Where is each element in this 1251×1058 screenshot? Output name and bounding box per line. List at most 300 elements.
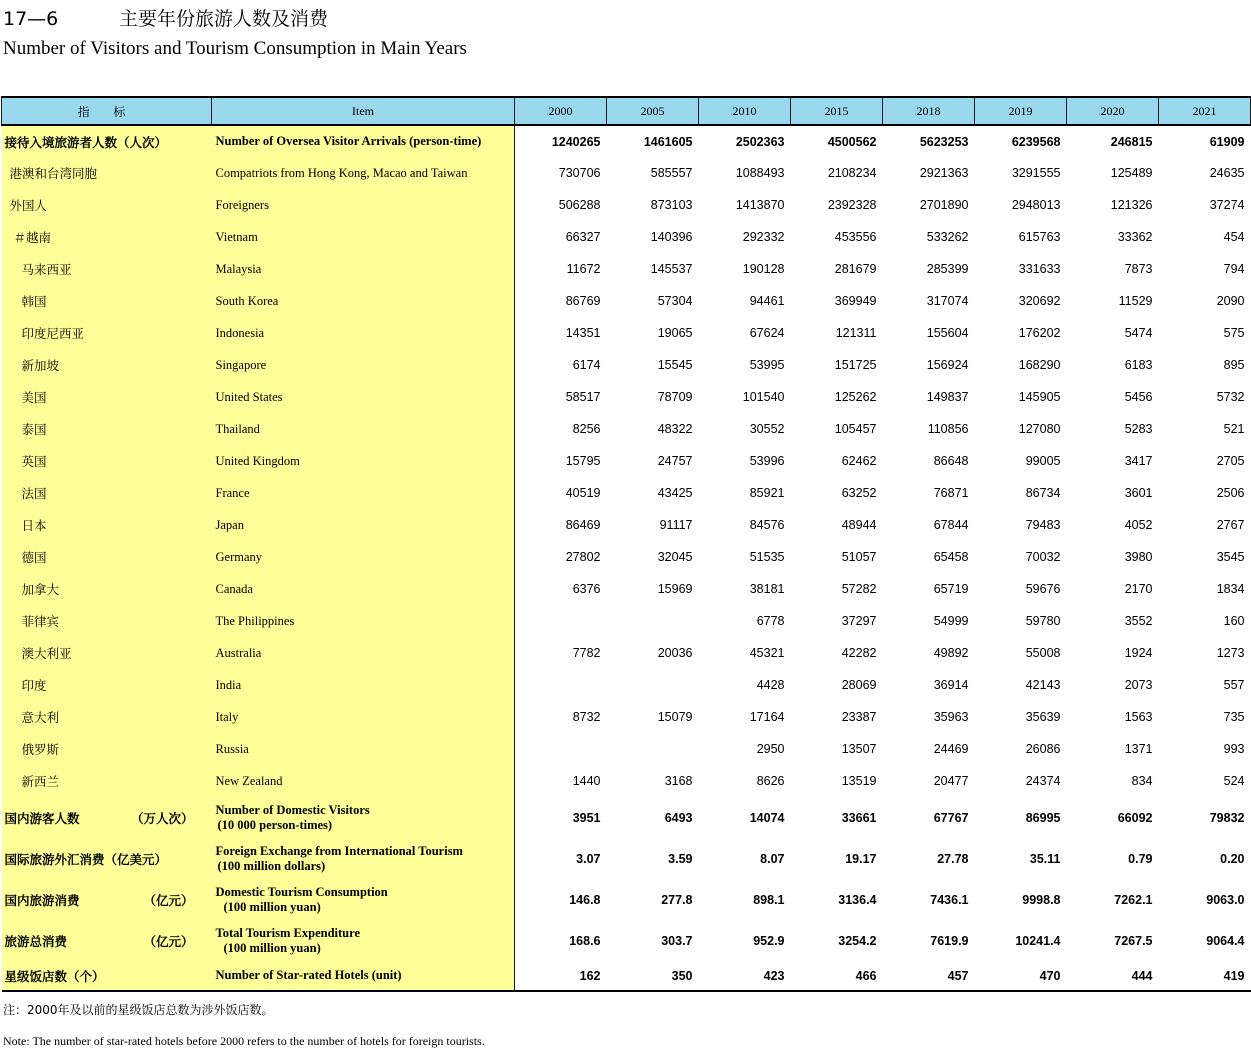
item-label: Number of Domestic Visitors	[215, 802, 370, 817]
cell-value-2010: 101540	[742, 390, 785, 404]
cell-value-2019: 470	[975, 961, 1067, 991]
header-year-2021: 2021	[1159, 97, 1251, 125]
indicator-label: 新西兰	[21, 774, 60, 789]
cell-value-2005: 277.8	[661, 892, 693, 907]
cell-value-2005: 15969	[657, 582, 693, 596]
cell-value-2020: 5474	[1124, 326, 1153, 340]
item-label: Foreign Exchange from International Tourism	[215, 843, 463, 858]
cell-value-2005: 24757	[657, 454, 693, 468]
row-indicator-cn	[2, 445, 212, 477]
cell-value-2000: 27802	[565, 550, 601, 564]
table-row	[2, 189, 1251, 221]
row-item-en	[212, 669, 515, 701]
indicator-label: 国际旅游外汇消费（亿美元）	[4, 851, 168, 867]
row-item-en	[212, 157, 515, 189]
cell-value-2018: 24469	[933, 742, 969, 756]
table-row	[2, 157, 1251, 189]
table-row	[2, 221, 1251, 253]
cell-value-2010: 190128	[742, 262, 785, 276]
cell-value-2015: 2108234	[827, 166, 877, 180]
cell-value-2010: 38181	[749, 582, 785, 596]
cell-value-2020: 3417	[1124, 454, 1153, 468]
item-unit: (100 million dollars)	[217, 858, 326, 873]
cell-value-2021: 2767	[1216, 518, 1245, 532]
cell-value-2015: 3136.4	[838, 892, 877, 907]
row-indicator-cn	[2, 509, 212, 541]
item-label: United Kingdom	[215, 453, 300, 468]
row-item-en	[212, 509, 515, 541]
cell-value-2019: 2948013	[1011, 198, 1061, 212]
cell-value-2015: 121311	[835, 326, 877, 340]
indicator-label: 印度尼西亚	[21, 326, 85, 341]
cell-value-2020: 3552	[1124, 614, 1153, 628]
cell-value-2015: 13519	[841, 774, 877, 788]
table-row	[2, 381, 1251, 413]
cell-value-2000: 730706	[558, 166, 601, 180]
row-indicator-cn	[2, 221, 212, 253]
item-label: United States	[215, 389, 283, 404]
table-row	[2, 573, 1251, 605]
row-item-en	[212, 797, 515, 838]
cell-value-2000: 1240265	[551, 134, 601, 149]
cell-value-2000: 8732	[572, 710, 601, 724]
cell-value-2005: 43425	[657, 486, 693, 500]
indicator-label: 美国	[21, 390, 47, 405]
table-row	[2, 285, 1251, 317]
cell-value-2000: 14351	[565, 326, 601, 340]
indicator-label: 英国	[21, 454, 47, 469]
cell-value-2018: 27.78	[937, 851, 969, 866]
indicator-label: 德国	[21, 550, 47, 565]
cell-value-2021: 2705	[1216, 454, 1245, 468]
footnote-cn: 注：2000年及以前的星级饭店总数为涉外饭店数。	[3, 1003, 274, 1017]
item-unit: (100 million yuan)	[223, 940, 321, 955]
cell-value-2019: 86734	[1025, 486, 1061, 500]
row-item-en	[212, 221, 515, 253]
table-row	[2, 477, 1251, 509]
cell-value-2005: 15545	[657, 358, 693, 372]
cell-value-2021: 1273	[1216, 646, 1245, 660]
indicator-label: 加拿大	[21, 582, 60, 597]
header-indicator: 指 标	[2, 97, 212, 125]
cell-value-2018: 2921363	[919, 166, 969, 180]
row-item-en	[212, 838, 515, 879]
cell-value-2000: 6376	[572, 582, 601, 596]
cell-value-2010: 94461	[749, 294, 785, 308]
table-row	[2, 838, 1251, 879]
cell-value-2019: 127080	[1018, 422, 1061, 436]
table-row	[2, 541, 1251, 573]
cell-value-2015: 466	[791, 961, 883, 991]
item-label: Canada	[215, 581, 253, 596]
cell-value-2010: 14074	[749, 810, 785, 825]
cell-value-2020: 4052	[1124, 518, 1153, 532]
indicator-label: 马来西亚	[21, 262, 72, 277]
cell-value-2020: 6183	[1124, 358, 1153, 372]
item-label: France	[215, 485, 250, 500]
cell-value-2021: 521	[1223, 422, 1245, 436]
row-item-en	[212, 879, 515, 920]
cell-value-2018: 2701890	[919, 198, 969, 212]
row-item-en	[212, 961, 515, 991]
cell-value-2010: 8.07	[760, 851, 785, 866]
cell-value-2005: 145537	[650, 262, 693, 276]
row-indicator-cn	[2, 125, 212, 157]
cell-value-2010: 8626	[756, 774, 785, 788]
page-title-en: Number of Visitors and Tourism Consumption in Main Years	[3, 38, 467, 59]
cell-value-2000: 506288	[558, 198, 601, 212]
cell-value-2015: 28069	[841, 678, 877, 692]
cell-value-2019: 35639	[1025, 710, 1061, 724]
table-row	[2, 797, 1251, 838]
row-indicator-cn	[2, 189, 212, 221]
indicator-label: 法国	[21, 486, 47, 501]
indicator-label: 俄罗斯	[21, 742, 60, 757]
item-label: Number of Oversea Visitor Arrivals (person-time)	[215, 134, 482, 148]
indicator-label: 意大利	[21, 710, 60, 725]
cell-value-2019: 9998.8	[1022, 892, 1061, 907]
cell-value-2018: 86648	[933, 454, 969, 468]
cell-value-2018: 149837	[926, 390, 969, 404]
cell-value-2005: 57304	[657, 294, 693, 308]
cell-value-2015: 19.17	[845, 851, 877, 866]
table-row	[2, 733, 1251, 765]
cell-value-2000	[515, 669, 607, 701]
cell-value-2000	[515, 733, 607, 765]
cell-value-2019: 6239568	[1011, 134, 1061, 149]
cell-value-2019: 79483	[1025, 518, 1061, 532]
cell-value-2019: 615763	[1018, 230, 1061, 244]
header-year-2020: 2020	[1067, 97, 1159, 125]
cell-value-2010: 30552	[749, 422, 785, 436]
table-row	[2, 125, 1251, 157]
cell-value-2005: 140396	[650, 230, 693, 244]
cell-value-2015: 42282	[841, 646, 877, 660]
row-indicator-cn	[2, 605, 212, 637]
cell-value-2020: 7873	[1124, 262, 1153, 276]
row-item-en	[212, 637, 515, 669]
cell-value-2021: 24635	[1209, 166, 1245, 180]
cell-value-2019: 3291555	[1011, 166, 1061, 180]
cell-value-2021: 524	[1223, 774, 1245, 788]
row-indicator-cn	[2, 573, 212, 605]
cell-value-2010: 6778	[756, 614, 785, 628]
cell-value-2000: 3.07	[576, 851, 601, 866]
cell-value-2018: 5623253	[919, 134, 969, 149]
item-label: Malaysia	[215, 261, 262, 276]
cell-value-2019: 55008	[1025, 646, 1061, 660]
row-item-en	[212, 253, 515, 285]
cell-value-2021: 79832	[1209, 810, 1245, 825]
table-row	[2, 765, 1251, 797]
item-label: Total Tourism Expenditure	[215, 925, 360, 940]
page-title-cn: 主要年份旅游人数及消费	[119, 8, 329, 30]
cell-value-2021: 557	[1223, 678, 1245, 692]
cell-value-2005	[607, 733, 699, 765]
cell-value-2015: 151725	[834, 358, 877, 372]
cell-value-2010: 53996	[749, 454, 785, 468]
cell-value-2010: 1413870	[735, 198, 785, 212]
table-row	[2, 637, 1251, 669]
cell-value-2010: 45321	[749, 646, 785, 660]
cell-value-2018: 76871	[933, 486, 969, 500]
item-label: Japan	[215, 517, 244, 532]
cell-value-2018: 49892	[933, 646, 969, 660]
indicator-unit: （亿元）	[143, 892, 194, 908]
footnote-en: Note: The number of star-rated hotels before 2000 refers to the number of hotels for foreign tourists.	[3, 1034, 485, 1048]
cell-value-2010: 67624	[749, 326, 785, 340]
row-item-en	[212, 349, 515, 381]
cell-value-2019: 59676	[1025, 582, 1061, 596]
indicator-unit: （亿元）	[143, 933, 194, 949]
header-row	[2, 97, 1251, 125]
cell-value-2015: 105457	[834, 422, 877, 436]
cell-value-2000: 6174	[572, 358, 601, 372]
cell-value-2005: 32045	[657, 550, 693, 564]
cell-value-2020: 1563	[1124, 710, 1153, 724]
indicator-label: 泰国	[21, 422, 47, 437]
indicator-label: 接待入境旅游者人数（人次）	[4, 134, 168, 150]
cell-value-2015: 23387	[841, 710, 877, 724]
cell-value-2015: 125262	[834, 390, 877, 404]
table-row	[2, 349, 1251, 381]
header-year-2005: 2005	[607, 97, 699, 125]
cell-value-2000: 1440	[572, 774, 601, 788]
cell-value-2019: 59780	[1025, 614, 1061, 628]
cell-value-2005: 873103	[650, 198, 693, 212]
cell-value-2021: 3545	[1216, 550, 1245, 564]
row-item-en	[212, 445, 515, 477]
item-label: Singapore	[215, 357, 267, 372]
table-number-and-title-cn	[3, 4, 328, 32]
item-label: Domestic Tourism Consumption	[215, 884, 388, 899]
row-item-en	[212, 477, 515, 509]
cell-value-2015: 62462	[841, 454, 877, 468]
cell-value-2018: 7436.1	[930, 892, 969, 907]
cell-value-2010: 51535	[749, 550, 785, 564]
cell-value-2010: 2502363	[735, 134, 785, 149]
cell-value-2015: 33661	[841, 810, 877, 825]
cell-value-2019: 168290	[1018, 358, 1061, 372]
row-indicator-cn	[2, 381, 212, 413]
cell-value-2020: 2073	[1124, 678, 1153, 692]
cell-value-2018: 67844	[933, 518, 969, 532]
cell-value-2010: 4428	[756, 678, 785, 692]
cell-value-2010: 423	[699, 961, 791, 991]
cell-value-2015: 13507	[841, 742, 877, 756]
indicator-label: 印度	[21, 678, 47, 693]
cell-value-2020: 0.79	[1128, 851, 1153, 866]
indicator-label: 国内旅游消费	[4, 892, 80, 908]
cell-value-2000: 168.6	[569, 933, 601, 948]
cell-value-2005	[607, 605, 699, 637]
cell-value-2005: 1461605	[643, 134, 693, 149]
cell-value-2010: 2950	[756, 742, 785, 756]
cell-value-2015: 2392328	[827, 198, 877, 212]
indicator-label: 星级饭店数（个）	[4, 968, 105, 984]
cell-value-2020: 3601	[1124, 486, 1153, 500]
row-indicator-cn	[2, 961, 212, 991]
cell-value-2021: 794	[1223, 262, 1245, 276]
cell-value-2021: 61909	[1209, 134, 1245, 149]
row-indicator-cn	[2, 838, 212, 879]
table-row	[2, 605, 1251, 637]
table-row	[2, 413, 1251, 445]
cell-value-2000: 3951	[572, 810, 601, 825]
cell-value-2005	[607, 669, 699, 701]
cell-value-2010: 84576	[749, 518, 785, 532]
cell-value-2010: 85921	[749, 486, 785, 500]
header-year-2019: 2019	[975, 97, 1067, 125]
indicator-label: 新加坡	[21, 358, 60, 373]
cell-value-2010: 898.1	[753, 892, 785, 907]
cell-value-2019: 10241.4	[1015, 933, 1061, 948]
item-label: Italy	[215, 709, 239, 724]
cell-value-2019: 99005	[1025, 454, 1061, 468]
row-item-en	[212, 381, 515, 413]
table-row	[2, 445, 1251, 477]
header-item: Item	[212, 97, 515, 125]
cell-value-2015: 369949	[834, 294, 877, 308]
cell-value-2018: 67767	[933, 810, 969, 825]
cell-value-2021: 419	[1159, 961, 1251, 991]
cell-value-2010: 292332	[742, 230, 785, 244]
cell-value-2018: 65719	[933, 582, 969, 596]
row-item-en	[212, 701, 515, 733]
row-indicator-cn	[2, 349, 212, 381]
cell-value-2021: 454	[1223, 230, 1245, 244]
cell-value-2020: 834	[1131, 774, 1153, 788]
table-row	[2, 920, 1251, 961]
cell-value-2000: 146.8	[569, 892, 601, 907]
cell-value-2019: 42143	[1025, 678, 1061, 692]
cell-value-2019: 86995	[1025, 810, 1061, 825]
cell-value-2019: 320692	[1018, 294, 1061, 308]
row-item-en	[212, 920, 515, 961]
table-row	[2, 253, 1251, 285]
cell-value-2018: 533262	[926, 230, 969, 244]
cell-value-2021: 993	[1223, 742, 1245, 756]
indicator-label: ＃越南	[13, 230, 52, 245]
row-indicator-cn	[2, 317, 212, 349]
cell-value-2018: 20477	[933, 774, 969, 788]
cell-value-2018: 156924	[926, 358, 969, 372]
row-indicator-cn	[2, 920, 212, 961]
row-indicator-cn	[2, 477, 212, 509]
cell-value-2000: 40519	[565, 486, 601, 500]
header-year-2018: 2018	[883, 97, 975, 125]
row-item-en	[212, 189, 515, 221]
indicator-label: 韩国	[21, 294, 47, 309]
cell-value-2021: 895	[1223, 358, 1245, 372]
cell-value-2015: 281679	[834, 262, 877, 276]
item-label: New Zealand	[215, 773, 283, 788]
item-label: South Korea	[215, 293, 279, 308]
cell-value-2010: 53995	[749, 358, 785, 372]
cell-value-2018: 317074	[926, 294, 969, 308]
cell-value-2020: 444	[1067, 961, 1159, 991]
cell-value-2005: 15079	[657, 710, 693, 724]
cell-value-2005: 6493	[664, 810, 693, 825]
cell-value-2010: 17164	[749, 710, 785, 724]
item-label: Foreigners	[215, 197, 269, 212]
table-body	[2, 125, 1251, 991]
item-label: The Philippines	[215, 613, 295, 628]
row-item-en	[212, 733, 515, 765]
indicator-label: 日本	[21, 518, 47, 533]
cell-value-2021: 0.20	[1220, 851, 1245, 866]
cell-value-2021: 9063.0	[1206, 892, 1245, 907]
cell-value-2000: 15795	[565, 454, 601, 468]
indicator-label: 澳大利亚	[21, 646, 72, 661]
cell-value-2018: 110856	[927, 422, 969, 436]
cell-value-2018: 457	[883, 961, 975, 991]
indicator-label: 港澳和台湾同胞	[9, 166, 98, 181]
item-label: Vietnam	[215, 229, 258, 244]
cell-value-2019: 145905	[1018, 390, 1061, 404]
cell-value-2020: 125489	[1110, 166, 1153, 180]
table-row	[2, 879, 1251, 920]
cell-value-2000: 86769	[565, 294, 601, 308]
cell-value-2015: 3254.2	[838, 933, 877, 948]
row-item-en	[212, 317, 515, 349]
cell-value-2000: 11672	[566, 262, 601, 276]
cell-value-2000	[515, 605, 607, 637]
cell-value-2021: 2506	[1216, 486, 1245, 500]
table-row	[2, 701, 1251, 733]
cell-value-2005: 19065	[657, 326, 693, 340]
row-indicator-cn	[2, 541, 212, 573]
cell-value-2015: 63252	[841, 486, 877, 500]
header-year-2015: 2015	[791, 97, 883, 125]
row-indicator-cn	[2, 637, 212, 669]
row-indicator-cn	[2, 765, 212, 797]
item-label: Thailand	[215, 421, 260, 436]
cell-value-2015: 57282	[841, 582, 877, 596]
cell-value-2021: 735	[1223, 710, 1245, 724]
row-indicator-cn	[2, 413, 212, 445]
cell-value-2015: 51057	[841, 550, 877, 564]
cell-value-2021: 37274	[1209, 198, 1245, 212]
cell-value-2021: 160	[1223, 614, 1245, 628]
table-number: 17—6	[3, 8, 59, 30]
cell-value-2005: 3168	[664, 774, 693, 788]
cell-value-2018: 35963	[933, 710, 969, 724]
cell-value-2019: 70032	[1025, 550, 1061, 564]
indicator-unit: （万人次）	[130, 810, 194, 826]
cell-value-2020: 5283	[1124, 422, 1153, 436]
header-year-2010: 2010	[699, 97, 791, 125]
cell-value-2005: 20036	[657, 646, 693, 660]
cell-value-2019: 35.11	[1029, 851, 1061, 866]
table-row	[2, 669, 1251, 701]
cell-value-2020: 2170	[1124, 582, 1153, 596]
item-unit: (10 000 person-times)	[217, 817, 333, 832]
cell-value-2019: 26086	[1025, 742, 1061, 756]
row-indicator-cn	[2, 285, 212, 317]
cell-value-2018: 54999	[933, 614, 969, 628]
cell-value-2020: 66092	[1117, 810, 1153, 825]
tourism-statistics-table	[1, 96, 1251, 992]
indicator-label: 国内游客人数	[4, 810, 80, 826]
row-item-en	[212, 125, 515, 157]
table-row	[2, 961, 1251, 991]
cell-value-2000: 7782	[572, 646, 601, 660]
row-indicator-cn	[2, 157, 212, 189]
row-item-en	[212, 573, 515, 605]
row-indicator-cn	[2, 733, 212, 765]
item-label: India	[215, 677, 242, 692]
